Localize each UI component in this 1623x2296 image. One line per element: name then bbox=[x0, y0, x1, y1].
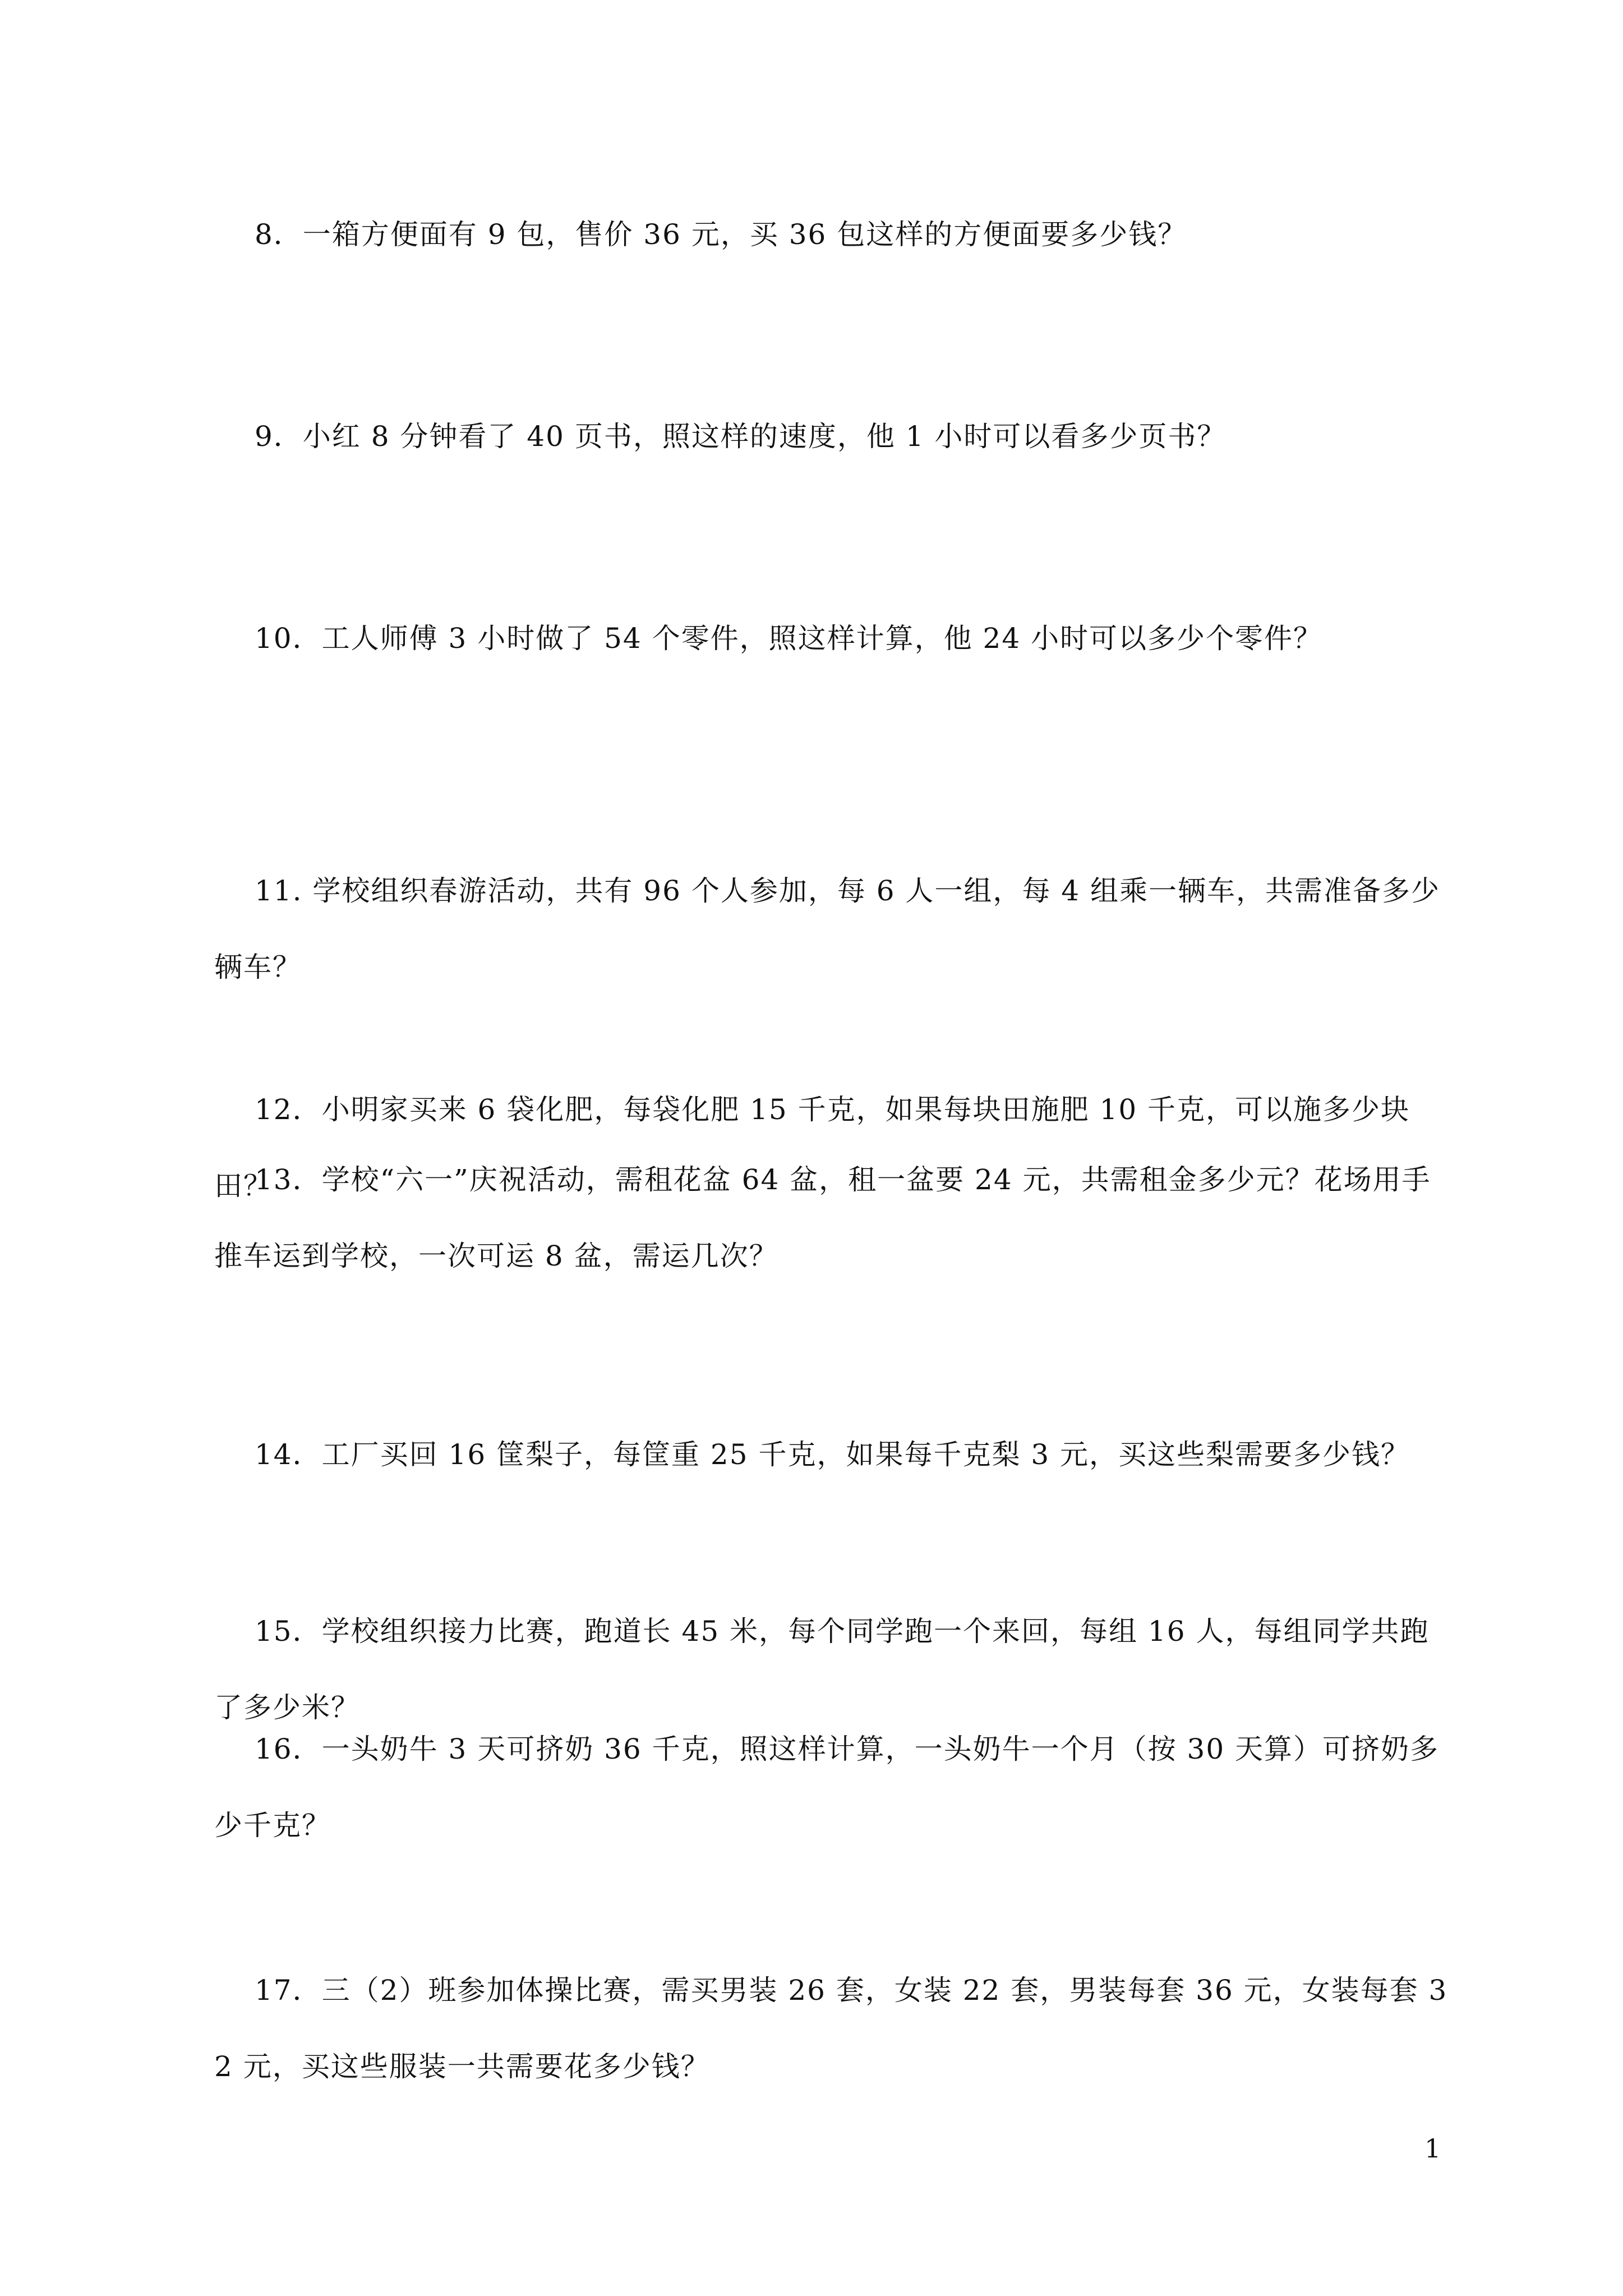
problem-12: 12．小明家买来 6 袋化肥，每袋化肥 15 千克，如果每块田施肥 10 千克，可以施多少块田？ bbox=[214, 1093, 1410, 1202]
problem-16: 16．一头奶牛 3 天可挤奶 36 千克，照这样计算，一头奶牛一个月（按 30 天算）可挤奶多少千克？ bbox=[214, 1733, 1440, 1842]
problem-17: 17．三（2）班参加体操比赛，需买男装 26 套，女装 22 套，男装每套 36 元，女装每套 32 元，买这些服装一共需要花多少钱？ bbox=[214, 1974, 1448, 2083]
problem-14: 14．工厂买回 16 筐梨子，每筐重 25 千克，如果每千克梨 3 元，买这些梨需要多少钱？ bbox=[255, 1438, 1410, 1471]
problem-13: 13．学校“六一”庆祝活动，需租花盆 64 盆，租一盆要 24 元，共需租金多少元？花场用手推车运到学校，一次可运 8 盆，需运几次？ bbox=[214, 1163, 1431, 1272]
problem-9: 9．小红 8 分钟看了 40 页书，照这样的速度，他 1 小时可以看多少页书？ bbox=[255, 420, 1227, 453]
problem-11: 11. 学校组织春游活动，共有 96 个人参加，每 6 人一组，每 4 组乘一辆车，共需准备多少辆车？ bbox=[214, 875, 1441, 983]
problem-10: 10．工人师傅 3 小时做了 54 个零件，照这样计算，他 24 小时可以多少个零件？ bbox=[255, 622, 1323, 655]
problem-15: 15．学校组织接力比赛，跑道长 45 米，每个同学跑一个来回，每组 16 人，每组同学共跑了多少米？ bbox=[214, 1615, 1430, 1724]
problem-8: 8．一箱方便面有 9 包，售价 36 元，买 36 包这样的方便面要多少钱？ bbox=[255, 218, 1187, 251]
page-number: 1 bbox=[1424, 2133, 1441, 2164]
